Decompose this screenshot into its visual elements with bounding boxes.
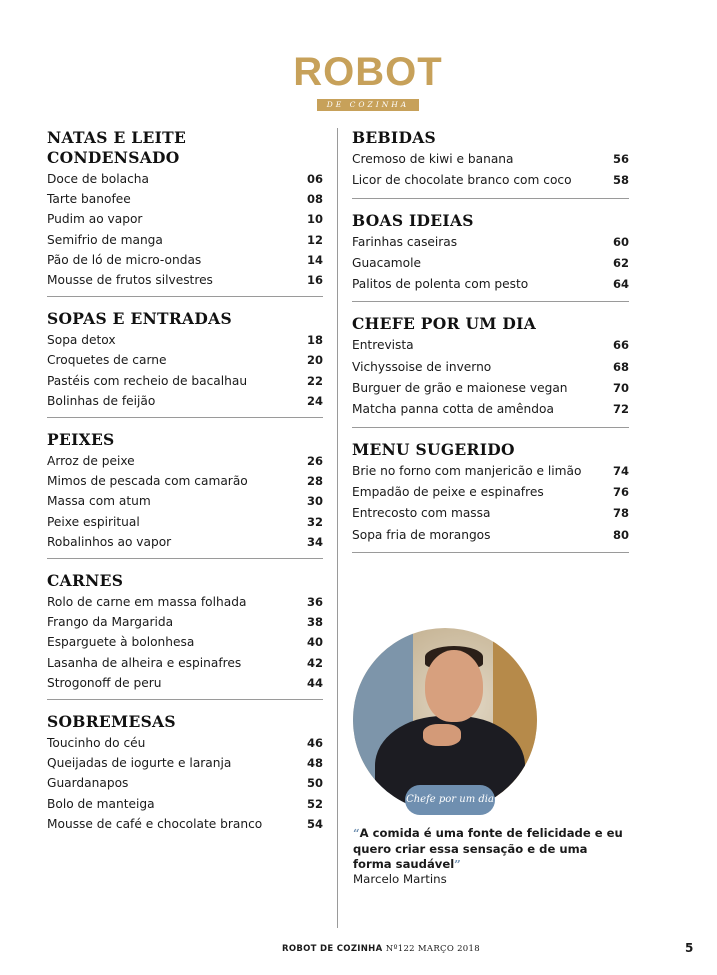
quote-text: A comida é uma fonte de felicidade e eu quero criar essa sensação e de uma forma saudável [353,826,623,871]
toc-entry[interactable] [47,612,323,632]
entry-title: Croquetes de carne [47,353,167,368]
section-title: BOAS IDEIAS [352,210,474,230]
entry-page-number: 72 [612,402,629,417]
entry-title: Sopa fria de morangos [352,527,491,542]
entry-page-number: 12 [306,232,323,247]
toc-entry[interactable] [47,753,323,773]
chef-quote [353,826,623,873]
entry-title: Palitos de polenta com pesto [352,277,529,292]
page-footer [282,944,480,954]
toc-entry[interactable] [47,230,323,250]
entry-title: Robalinhos ao vapor [47,534,172,549]
entry-page-number: 20 [306,353,323,368]
logo-title: ROBOT [293,50,443,94]
entry-page-number: 44 [306,675,323,690]
toc-entry[interactable] [47,733,323,753]
entry-title: Toucinho do céu [47,736,146,751]
toc-entry[interactable] [352,503,629,524]
entry-page-number: 54 [306,816,323,831]
column-divider [337,128,338,928]
entry-page-number: 60 [612,234,629,249]
toc-entry[interactable] [47,250,323,270]
toc-entry[interactable] [47,189,323,209]
entry-title: Sopa detox [47,333,116,348]
entry-page-number: 08 [306,192,323,207]
entry-title: Matcha panna cotta de amêndoa [352,402,554,417]
entry-page-number: 18 [306,333,323,348]
entry-title: Peixe espiritual [47,514,140,529]
entry-title: Pão de ló de micro-ondas [47,252,202,267]
section-title: PEIXES [47,430,115,450]
toc-entry[interactable] [47,673,323,693]
entry-page-number: 48 [306,756,323,771]
toc-entry[interactable] [352,378,629,399]
entry-title: Farinhas caseiras [352,234,458,249]
entry-page-number: 30 [306,494,323,509]
entry-page-number: 74 [612,463,629,478]
toc-entry[interactable] [47,209,323,229]
toc-entry[interactable] [47,532,323,552]
entry-page-number: 16 [306,273,323,288]
entry-title: Entrevista [352,338,414,353]
entry-title: Semifrio de manga [47,232,163,247]
toc-entry[interactable] [47,491,323,511]
toc-entry[interactable] [47,632,323,652]
entry-title: Queijadas de iogurte e laranja [47,756,232,771]
entry-page-number: 80 [612,527,629,542]
toc-section [47,712,323,840]
toc-section [352,128,629,199]
toc-entry[interactable] [47,794,323,814]
toc-entry[interactable] [352,274,629,295]
section-title: CARNES [47,571,124,591]
entry-title: Bolo de manteiga [47,796,155,811]
magazine-logo [288,52,448,107]
toc-entry[interactable] [352,149,629,170]
entry-title: Mousse de café e chocolate branco [47,816,263,831]
entry-page-number: 34 [306,534,323,549]
section-title: SOPAS E ENTRADAS [47,309,232,329]
toc-entry[interactable] [352,335,629,356]
toc-entry[interactable] [47,814,323,834]
footer-brand: ROBOT DE COZINHA [282,944,383,954]
toc-entry[interactable] [352,357,629,378]
section-title: MENU SUGERIDO [352,439,515,459]
entry-title: Pudim ao vapor [47,212,143,227]
entry-title: Empadão de peixe e espinafres [352,484,544,499]
entry-title: Licor de chocolate branco com coco [352,173,572,188]
page-number: 5 [685,941,694,955]
toc-entry[interactable] [352,170,629,191]
toc-entry[interactable] [352,399,629,420]
entry-title: Vichyssoise de inverno [352,359,492,374]
entry-title: Mousse de frutos silvestres [47,273,213,288]
entry-page-number: 52 [306,796,323,811]
entry-page-number: 50 [306,776,323,791]
entry-page-number: 14 [306,252,323,267]
section-title: NATAS E LEITE CONDENSADO [47,128,187,167]
entry-title: Pastéis com recheio de bacalhau [47,373,248,388]
entry-title: Brie no forno com manjericão e limão [352,463,582,478]
logo-subtitle: DE COZINHA [317,99,419,111]
toc-entry[interactable] [47,391,323,411]
toc-entry[interactable] [47,773,323,793]
toc-entry[interactable] [47,471,323,491]
entry-page-number: 66 [612,338,629,353]
entry-page-number: 42 [306,655,323,670]
entry-title: Bolinhas de feijão [47,393,156,408]
toc-entry[interactable] [352,253,629,274]
entry-page-number: 58 [612,173,629,188]
footer-issue: Nº122 MARÇO 2018 [385,944,480,954]
toc-entry[interactable] [47,512,323,532]
entry-page-number: 70 [612,381,629,396]
toc-section [352,211,629,303]
toc-entry[interactable] [352,232,629,253]
entry-title: Guacamole [352,255,422,270]
entry-page-number: 28 [306,474,323,489]
entry-title: Entrecosto com massa [352,506,491,521]
entry-page-number: 26 [306,454,323,469]
toc-section [47,571,323,700]
toc-entry[interactable] [47,350,323,370]
entry-title: Strogonoff de peru [47,675,162,690]
entry-page-number: 22 [306,373,323,388]
entry-title: Guardanapos [47,776,129,791]
entry-page-number: 46 [306,736,323,751]
entry-title: Tarte banofee [47,192,131,207]
toc-entry[interactable] [47,169,323,189]
toc-section [47,430,323,559]
entry-title: Mimos de pescada com camarão [47,474,248,489]
toc-entry[interactable] [47,330,323,350]
entry-page-number: 40 [306,635,323,650]
entry-page-number: 36 [306,595,323,610]
section-title: CHEFE POR UM DIA [352,314,537,334]
entry-page-number: 68 [612,359,629,374]
entry-title: Esparguete à bolonhesa [47,635,195,650]
section-title: SOBREMESAS [47,712,176,732]
entry-page-number: 76 [612,484,629,499]
entry-title: Arroz de peixe [47,454,135,469]
toc-entry[interactable] [352,482,629,503]
entry-title: Cremoso de kiwi e banana [352,152,514,166]
toc-entry[interactable] [47,270,323,290]
entry-page-number: 38 [306,615,323,630]
entry-page-number: 62 [612,255,629,270]
entry-page-number: 32 [306,514,323,529]
toc-section [47,309,323,418]
entry-title: Massa com atum [47,494,151,509]
entry-title: Rolo de carne em massa folhada [47,595,247,610]
entry-title: Lasanha de alheira e espinafres [47,655,242,670]
toc-entry[interactable] [47,653,323,673]
toc-section [47,128,323,297]
entry-page-number: 78 [612,506,629,521]
chef-badge: Chefe por um dia [405,785,495,815]
toc-left-column [47,128,323,852]
toc-entry[interactable] [47,451,323,471]
entry-page-number: 10 [306,212,323,227]
entry-title: Frango da Margarida [47,615,174,630]
toc-entry[interactable] [352,525,629,546]
toc-entry[interactable] [47,592,323,612]
entry-title: Burguer de grão e maionese vegan [352,381,568,396]
quote-close-icon: ” [454,857,461,871]
section-title: BEBIDAS [352,128,437,147]
toc-section [352,440,629,553]
toc-right-column [352,128,629,565]
entry-page-number: 06 [306,172,323,186]
toc-entry[interactable] [352,461,629,482]
toc-entry[interactable] [47,371,323,391]
quote-open-icon: “ [353,826,360,840]
quote-author: Marcelo Martins [353,872,447,886]
entry-title: Doce de bolacha [47,172,149,186]
entry-page-number: 64 [612,277,629,292]
entry-page-number: 56 [612,152,629,166]
entry-page-number: 24 [306,393,323,408]
toc-section [352,314,629,427]
